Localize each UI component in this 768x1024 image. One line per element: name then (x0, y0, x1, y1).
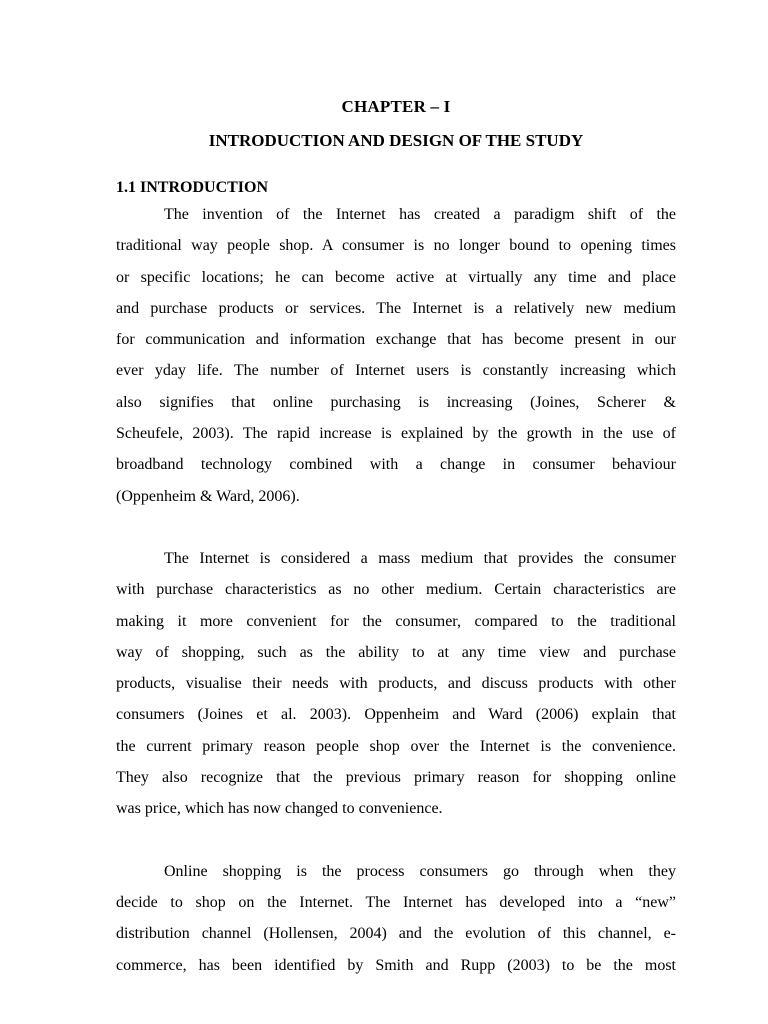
paragraph-spacer (116, 512, 676, 543)
paragraph-line: with purchase characteristics as no other medium. Certain characteristics are (116, 581, 676, 599)
paragraph-line: (Oppenheim & Ward, 2006). (116, 487, 300, 505)
paragraph-line: way of shopping, such as the ability to at any time view and purchase (116, 643, 676, 661)
paragraph-line: They also recognize that the previous primary reason for shopping online (116, 769, 676, 787)
paragraph-line: for communication and information exchange that has become present in our (116, 331, 676, 349)
paragraph-line: the current primary reason people shop over the Internet is the convenience. (116, 737, 676, 755)
paragraph-line: making it more convenient for the consumer, compared to the traditional (116, 612, 676, 630)
chapter-title: INTRODUCTION AND DESIGN OF THE STUDY (208, 131, 584, 150)
paragraph-line: The Internet is considered a mass medium that provides the consumer (164, 549, 676, 567)
document-page (116, 92, 676, 981)
paragraph-line: broadband technology combined with a change in consumer behaviour (116, 456, 676, 474)
paragraph-line: Online shopping is the process consumers go through when they (164, 862, 676, 880)
paragraph-2 (116, 543, 676, 825)
paragraph-line: Scheufele, 2003). The rapid increase is explained by the growth in the use of (116, 425, 676, 443)
paragraph-line: distribution channel (Hollensen, 2004) and the evolution of this channel, e- (116, 925, 676, 943)
chapter-number: CHAPTER – I (341, 97, 451, 116)
paragraph-line: and purchase products or services. The Internet is a relatively new medium (116, 299, 676, 317)
paragraph-line: The invention of the Internet has created a paradigm shift of the (164, 206, 676, 223)
paragraph-line: traditional way people shop. A consumer is no longer bound to opening times (116, 237, 676, 255)
paragraph-line: products, visualise their needs with products, and discuss products with other (116, 675, 676, 693)
paragraph-line: also signifies that online purchasing is increasing (Joines, Scherer & (116, 393, 676, 411)
paragraph-line: consumers (Joines et al. 2003). Oppenheim and Ward (2006) explain that (116, 706, 676, 724)
paragraph-line: ever yday life. The number of Internet users is constantly increasing which (116, 362, 676, 380)
paragraph-1 (116, 199, 676, 512)
paragraph-line: decide to shop on the Internet. The Internet has developed into a “new” (116, 893, 676, 911)
paragraph-line: was price, which has now changed to convenience. (116, 800, 443, 818)
paragraph-line: or specific locations; he can become active at virtually any time and place (116, 268, 676, 286)
paragraph-line: commerce, has been identified by Smith and Rupp (2003) to be the most (116, 956, 676, 974)
paragraph-3 (116, 856, 676, 981)
paragraph-spacer (116, 825, 676, 856)
section-heading: 1.1 INTRODUCTION (116, 179, 269, 196)
